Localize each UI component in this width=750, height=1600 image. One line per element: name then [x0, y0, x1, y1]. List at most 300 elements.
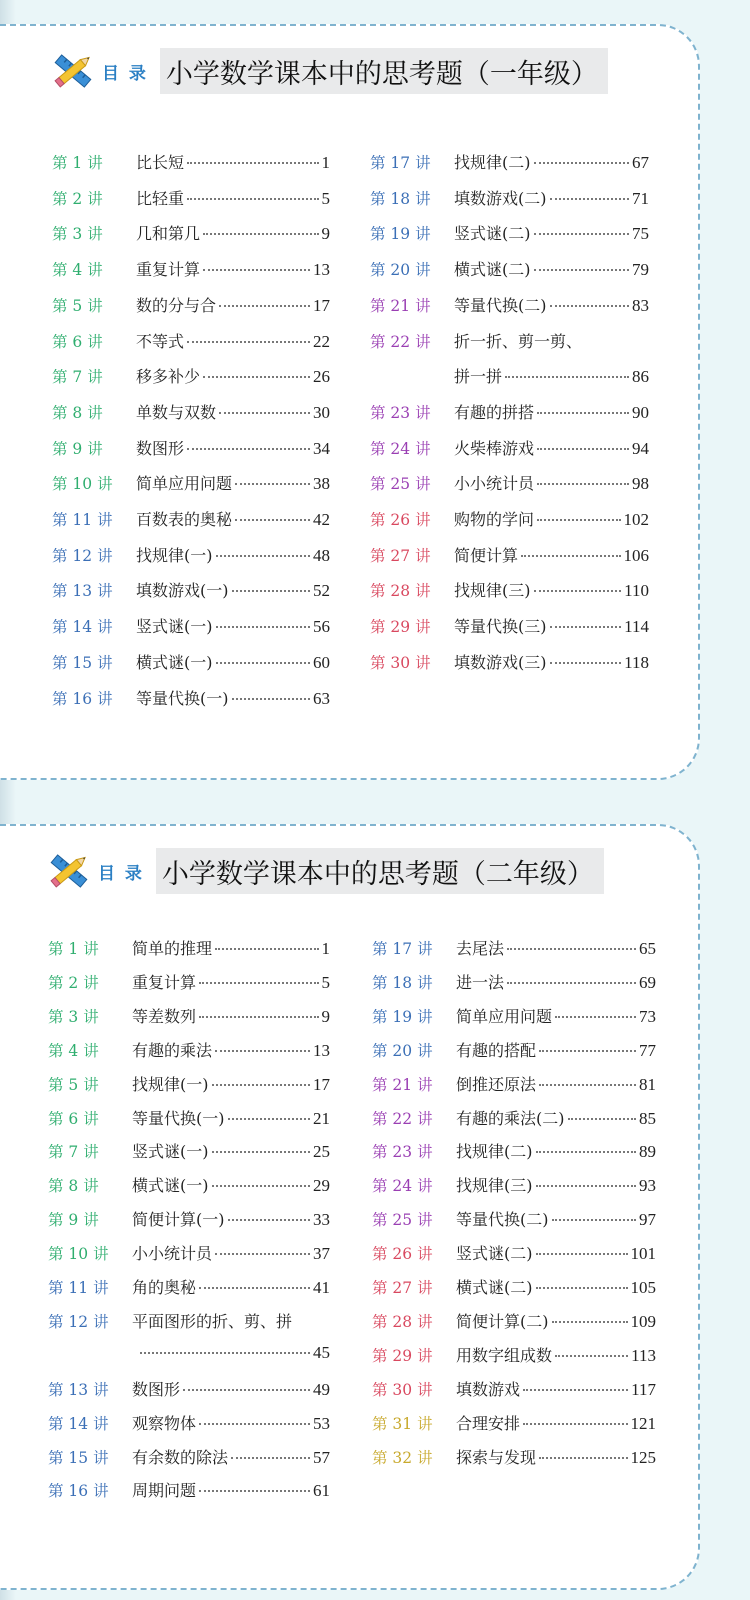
page-number: 113	[631, 1345, 656, 1365]
lecture-title: 等量代换(二)	[454, 295, 547, 315]
toc-entry[interactable]	[48, 970, 330, 993]
lecture-title: 简单应用问题	[136, 474, 233, 494]
leader-dots	[539, 1084, 636, 1086]
lecture-number: 第 8 讲	[52, 403, 103, 422]
lecture-title: 数的分与合	[136, 295, 217, 315]
lecture-number: 第 22 讲	[370, 332, 431, 351]
leader-dots	[552, 1321, 628, 1323]
lecture-title: 横式谜(二)	[456, 1278, 533, 1297]
leader-dots	[187, 198, 318, 200]
toc-entry[interactable]	[370, 293, 649, 316]
lecture-title: 合理安排	[456, 1413, 521, 1433]
lecture-number: 第 26 讲	[372, 1245, 433, 1264]
toc-entry[interactable]	[370, 257, 649, 280]
toc-entry[interactable]	[372, 1072, 656, 1095]
page-number: 33	[313, 1210, 330, 1230]
lecture-title: 小小统计员	[454, 474, 535, 494]
lecture-number: 第 12 讲	[52, 546, 113, 565]
page-number: 77	[639, 1040, 656, 1060]
toc-entry[interactable]	[370, 436, 649, 459]
lecture-number: 第 4 讲	[48, 1041, 99, 1060]
page-number: 61	[313, 1481, 330, 1501]
lecture-number: 第 15 讲	[48, 1448, 109, 1467]
toc-entry[interactable]	[370, 614, 649, 637]
lecture-number: 第 16 讲	[48, 1482, 109, 1501]
leader-dots	[550, 662, 622, 664]
toc-entry[interactable]	[48, 1411, 330, 1434]
page-number: 117	[631, 1379, 656, 1399]
lecture-title: 小小统计员	[132, 1244, 213, 1264]
lecture-title: 等差数列	[132, 1006, 197, 1026]
toc-entry[interactable]	[372, 1106, 656, 1129]
toc-entry[interactable]	[372, 1411, 656, 1434]
toc-entry[interactable]	[52, 293, 330, 316]
page-number: 1	[321, 153, 330, 172]
page-number: 69	[639, 972, 656, 992]
toc-entry[interactable]	[372, 936, 656, 959]
lecture-title: 竖式谜(二)	[456, 1244, 533, 1264]
leader-dots	[183, 1389, 310, 1391]
leader-dots	[536, 1151, 637, 1153]
lecture-number: 第 9 讲	[48, 1211, 99, 1230]
lecture-number: 第 11 讲	[48, 1279, 109, 1297]
page-number: 9	[321, 1006, 330, 1026]
toc-entry[interactable]	[372, 1309, 656, 1332]
page-number: 37	[313, 1244, 330, 1264]
lecture-number: 第 28 讲	[370, 582, 431, 601]
toc-entry[interactable]	[52, 471, 330, 494]
lecture-number: 第 14 讲	[52, 618, 113, 637]
leader-dots	[550, 626, 622, 628]
page-number: 98	[632, 474, 649, 494]
page-number: 121	[630, 1413, 656, 1433]
toc-entry[interactable]	[48, 1241, 330, 1264]
leader-dots	[187, 162, 318, 164]
lecture-title: 有趣的搭配	[456, 1040, 537, 1060]
leader-dots	[215, 1253, 310, 1255]
leader-dots	[199, 1287, 310, 1289]
lecture-number: 第 29 讲	[370, 618, 431, 637]
toc-entry[interactable]	[372, 1207, 656, 1230]
toc-entry[interactable]	[370, 543, 649, 566]
leader-dots	[187, 341, 310, 343]
toc-entry[interactable]	[370, 329, 649, 352]
lecture-title: 折一折、剪一剪、	[454, 331, 583, 351]
page-number: 85	[639, 1108, 656, 1128]
page-number: 79	[632, 260, 649, 280]
page-number: 56	[313, 617, 330, 637]
toc-header	[50, 48, 608, 94]
lecture-number: 第 15 讲	[52, 653, 113, 672]
page-number: 67	[632, 153, 649, 172]
toc-entry[interactable]	[370, 186, 649, 209]
leader-dots	[212, 1084, 311, 1086]
lecture-number: 第 10 讲	[48, 1245, 109, 1264]
page-number: 109	[630, 1311, 656, 1331]
lecture-number: 第 24 讲	[372, 1177, 433, 1196]
lecture-number: 第 3 讲	[52, 225, 103, 244]
lecture-title: 找规律(二)	[454, 153, 531, 172]
leader-dots	[232, 590, 311, 592]
lecture-number: 第 11 讲	[52, 511, 113, 529]
toc-entry[interactable]	[370, 150, 649, 173]
leader-dots	[216, 626, 311, 628]
toc-entry[interactable]	[372, 1445, 656, 1468]
pencil-ruler-icon	[46, 850, 92, 892]
lecture-number: 第 2 讲	[52, 189, 103, 208]
page-number: 49	[313, 1379, 330, 1399]
leader-dots	[203, 269, 310, 271]
page-number: 65	[639, 939, 656, 958]
toc-title: 小学数学课本中的思考题（一年级）	[160, 48, 608, 94]
toc-entry[interactable]	[52, 221, 330, 244]
lecture-title: 有趣的乘法(二)	[456, 1108, 565, 1128]
page-number: 110	[624, 581, 649, 601]
leader-dots	[507, 982, 636, 984]
page-number: 9	[321, 224, 330, 244]
page-number: 26	[313, 367, 330, 387]
leader-dots	[537, 483, 629, 485]
lecture-title: 倒推还原法	[456, 1074, 537, 1094]
toc-entry[interactable]	[52, 543, 330, 566]
page-number: 125	[630, 1447, 656, 1467]
lecture-title: 比长短	[136, 153, 185, 172]
lecture-number: 第 18 讲	[370, 189, 431, 208]
lecture-title: 拼一拼	[454, 367, 503, 387]
toc-header	[46, 848, 604, 894]
toc-entry[interactable]	[48, 1038, 330, 1061]
toc-title: 小学数学课本中的思考题（二年级）	[156, 848, 604, 894]
toc-entry[interactable]	[48, 1478, 330, 1501]
lecture-number: 第 20 讲	[372, 1041, 433, 1060]
leader-dots	[235, 519, 310, 521]
lecture-title: 等量代换(一)	[132, 1108, 225, 1128]
page-number: 73	[639, 1006, 656, 1026]
toc-entry[interactable]	[48, 1207, 330, 1230]
lecture-title: 火柴棒游戏	[454, 438, 535, 458]
lecture-number: 第 13 讲	[48, 1380, 109, 1399]
lecture-number: 第 2 讲	[48, 973, 99, 992]
lecture-number: 第 31 讲	[372, 1414, 433, 1433]
lecture-number: 第 23 讲	[370, 403, 431, 422]
leader-dots	[199, 1423, 310, 1425]
page-number: 41	[313, 1278, 330, 1297]
mulu-label: 目 录	[102, 63, 148, 84]
toc-entry[interactable]	[48, 936, 330, 959]
toc-entry[interactable]	[372, 1139, 656, 1162]
page-number: 83	[632, 295, 649, 315]
leader-dots	[232, 698, 311, 700]
lecture-title: 竖式谜(二)	[454, 224, 531, 244]
lecture-title: 有余数的除法	[132, 1447, 229, 1467]
page-number: 97	[639, 1210, 656, 1230]
page-number: 30	[313, 402, 330, 422]
leader-dots	[534, 233, 630, 235]
page-number: 118	[624, 652, 649, 672]
page-number: 1	[321, 939, 330, 958]
leader-dots	[215, 948, 318, 950]
lecture-title: 等量代换(三)	[454, 617, 547, 637]
toc-panel-grade-2	[0, 824, 700, 1590]
leader-dots	[203, 376, 310, 378]
lecture-title: 填数游戏	[456, 1379, 521, 1399]
lecture-number: 第 25 讲	[370, 475, 431, 494]
page-number: 17	[313, 295, 330, 315]
toc-entry[interactable]	[52, 329, 330, 352]
page-number: 106	[623, 545, 649, 565]
page-number: 34	[313, 438, 330, 458]
leader-dots	[555, 1355, 628, 1357]
lecture-title: 进一法	[456, 972, 505, 992]
lecture-number: 第 6 讲	[52, 332, 103, 351]
page-number: 94	[632, 438, 649, 458]
toc-entry[interactable]	[52, 364, 330, 387]
lecture-number: 第 27 讲	[372, 1279, 433, 1297]
toc-entry[interactable]	[52, 686, 330, 709]
page-number: 63	[313, 688, 330, 708]
leader-dots	[228, 1118, 311, 1120]
toc-entry[interactable]	[52, 400, 330, 423]
leader-dots	[537, 448, 629, 450]
toc-entry[interactable]	[52, 578, 330, 601]
lecture-number: 第 19 讲	[372, 1007, 433, 1026]
lecture-number: 第 12 讲	[48, 1312, 109, 1331]
toc-entry[interactable]	[370, 400, 649, 423]
lecture-title: 单数与双数	[136, 402, 217, 422]
lecture-title: 移多补少	[136, 367, 201, 387]
page-number: 22	[313, 331, 330, 351]
page-number: 45	[313, 1342, 330, 1362]
toc-entry[interactable]	[372, 1377, 656, 1400]
page-number: 21	[313, 1108, 330, 1128]
leader-dots	[228, 1219, 311, 1221]
leader-dots	[212, 1185, 311, 1187]
toc-entry[interactable]	[372, 1173, 656, 1196]
page-number: 42	[313, 510, 330, 529]
lecture-number: 第 17 讲	[370, 154, 431, 172]
toc-entry[interactable]	[370, 364, 649, 387]
leader-dots	[550, 305, 630, 307]
leader-dots	[219, 412, 310, 414]
lecture-title: 用数字组成数	[456, 1345, 553, 1365]
leader-dots	[539, 1050, 636, 1052]
lecture-title: 填数游戏(二)	[454, 188, 547, 208]
lecture-number: 第 9 讲	[52, 439, 103, 458]
toc-entry[interactable]	[48, 1343, 330, 1363]
leader-dots	[219, 305, 310, 307]
toc-entry[interactable]	[48, 1072, 330, 1095]
toc-entry[interactable]	[370, 578, 649, 601]
lecture-number: 第 23 讲	[372, 1143, 433, 1162]
lecture-title: 比轻重	[136, 188, 185, 208]
leader-dots	[199, 1016, 318, 1018]
page-number: 29	[313, 1176, 330, 1196]
page-number: 60	[313, 652, 330, 672]
page-number: 53	[313, 1413, 330, 1433]
toc-entry[interactable]	[372, 1275, 656, 1298]
lecture-title: 简单应用问题	[456, 1006, 553, 1026]
lecture-number: 第 27 讲	[370, 546, 431, 565]
leader-dots	[215, 1050, 310, 1052]
lecture-number: 第 29 讲	[372, 1346, 433, 1365]
leader-dots	[187, 448, 310, 450]
toc-entry[interactable]	[372, 1343, 656, 1366]
page-number: 38	[313, 474, 330, 494]
toc-entry[interactable]	[372, 1004, 656, 1027]
lecture-number: 第 30 讲	[372, 1380, 433, 1399]
leader-dots	[523, 1423, 627, 1425]
page-number: 5	[321, 972, 330, 992]
leader-dots	[537, 412, 629, 414]
lecture-title: 竖式谜(一)	[136, 617, 213, 637]
leader-dots	[550, 198, 630, 200]
page-number: 93	[639, 1176, 656, 1196]
lecture-title: 有趣的拼搭	[454, 402, 535, 422]
page-number: 81	[639, 1074, 656, 1094]
lecture-title: 横式谜(二)	[454, 260, 531, 280]
leader-dots	[521, 555, 620, 557]
toc-entry[interactable]	[52, 150, 330, 173]
lecture-number: 第 17 讲	[372, 940, 433, 958]
lecture-number: 第 18 讲	[372, 973, 433, 992]
page-number: 86	[632, 367, 649, 387]
lecture-title: 找规律(一)	[132, 1074, 209, 1094]
lecture-number: 第 14 讲	[48, 1414, 109, 1433]
toc-entry[interactable]	[370, 650, 649, 673]
lecture-title: 有趣的乘法	[132, 1040, 213, 1060]
page-number: 75	[632, 224, 649, 244]
toc-entry[interactable]	[52, 614, 330, 637]
toc-entry[interactable]	[370, 471, 649, 494]
toc-entry[interactable]	[372, 1038, 656, 1061]
lecture-title: 购物的学问	[454, 510, 535, 529]
leader-dots	[235, 483, 310, 485]
leader-dots	[536, 1253, 628, 1255]
lecture-number: 第 21 讲	[370, 296, 431, 315]
leader-dots	[216, 555, 311, 557]
leader-dots	[203, 233, 318, 235]
toc-entry[interactable]	[48, 1445, 330, 1468]
page-number: 57	[313, 1447, 330, 1467]
lecture-number: 第 4 讲	[52, 261, 103, 280]
lecture-number: 第 30 讲	[370, 653, 431, 672]
mulu-label: 目 录	[98, 863, 144, 884]
toc-entry[interactable]	[370, 221, 649, 244]
page-number: 48	[313, 545, 330, 565]
lecture-title: 竖式谜(一)	[132, 1142, 209, 1162]
lecture-title: 等量代换(二)	[456, 1210, 549, 1230]
toc-entry[interactable]	[48, 1173, 330, 1196]
leader-dots	[534, 162, 630, 164]
lecture-title: 重复计算	[136, 260, 201, 280]
leader-dots	[534, 269, 630, 271]
lecture-title: 简便计算	[454, 545, 519, 565]
lecture-title: 几和第几	[136, 224, 201, 244]
lecture-title: 数图形	[132, 1379, 181, 1399]
lecture-number: 第 5 讲	[52, 296, 103, 315]
lecture-number: 第 10 讲	[52, 475, 113, 494]
lecture-number: 第 1 讲	[48, 940, 99, 958]
lecture-number: 第 22 讲	[372, 1109, 433, 1128]
pencil-ruler-icon	[50, 50, 96, 92]
page-number: 13	[313, 260, 330, 280]
page-number: 25	[313, 1142, 330, 1162]
lecture-number: 第 7 讲	[48, 1143, 99, 1162]
page-number: 114	[624, 617, 649, 637]
leader-dots	[534, 590, 622, 592]
lecture-title: 填数游戏(三)	[454, 652, 547, 672]
lecture-number: 第 7 讲	[52, 368, 103, 387]
lecture-title: 数图形	[136, 438, 185, 458]
lecture-title: 横式谜(一)	[136, 652, 213, 672]
leader-dots	[199, 982, 318, 984]
lecture-number: 第 32 讲	[372, 1448, 433, 1467]
toc-entry[interactable]	[48, 1377, 330, 1400]
lecture-title: 不等式	[136, 331, 185, 351]
toc-entry[interactable]	[52, 186, 330, 209]
page-number: 13	[313, 1040, 330, 1060]
toc-entry[interactable]	[52, 507, 330, 530]
page-number: 89	[639, 1142, 656, 1162]
page-number: 90	[632, 402, 649, 422]
lecture-number: 第 3 讲	[48, 1007, 99, 1026]
lecture-title: 观察物体	[132, 1413, 197, 1433]
lecture-number: 第 20 讲	[370, 261, 431, 280]
page-number: 102	[623, 510, 649, 529]
leader-dots	[536, 1287, 628, 1289]
lecture-title: 找规律(三)	[454, 581, 531, 601]
lecture-title: 找规律(一)	[136, 545, 213, 565]
lecture-number: 第 21 讲	[372, 1075, 433, 1094]
lecture-title: 简便计算(一)	[132, 1210, 225, 1230]
toc-entry[interactable]	[52, 650, 330, 673]
toc-entry[interactable]	[370, 507, 649, 530]
toc-entry[interactable]	[48, 1275, 330, 1298]
lecture-title: 百数表的奥秘	[136, 510, 233, 529]
lecture-title: 等量代换(一)	[136, 688, 229, 708]
lecture-number: 第 26 讲	[370, 511, 431, 529]
leader-dots	[552, 1219, 637, 1221]
lecture-number: 第 13 讲	[52, 582, 113, 601]
toc-entry[interactable]	[48, 1004, 330, 1027]
toc-entry[interactable]	[52, 436, 330, 459]
lecture-title: 找规律(三)	[456, 1176, 533, 1196]
lecture-title: 横式谜(一)	[132, 1176, 209, 1196]
leader-dots	[199, 1490, 310, 1492]
lecture-title: 探索与发现	[456, 1447, 537, 1467]
lecture-number: 第 25 讲	[372, 1211, 433, 1230]
page-number: 105	[630, 1278, 656, 1297]
page-number: 71	[632, 188, 649, 208]
toc-entry[interactable]	[48, 1309, 330, 1332]
page-number: 52	[313, 581, 330, 601]
lecture-title: 去尾法	[456, 939, 505, 958]
lecture-number: 第 28 讲	[372, 1312, 433, 1331]
toc-entry[interactable]	[48, 1139, 330, 1162]
toc-entry[interactable]	[372, 1241, 656, 1264]
lecture-number: 第 8 讲	[48, 1177, 99, 1196]
leader-dots	[140, 1352, 310, 1354]
lecture-number: 第 1 讲	[52, 154, 103, 172]
lecture-title: 简便计算(二)	[456, 1311, 549, 1331]
toc-entry[interactable]	[48, 1106, 330, 1129]
toc-entry[interactable]	[372, 970, 656, 993]
lecture-number: 第 6 讲	[48, 1109, 99, 1128]
page-number: 101	[630, 1244, 656, 1264]
toc-entry[interactable]	[52, 257, 330, 280]
leader-dots	[505, 376, 629, 378]
lecture-number: 第 24 讲	[370, 439, 431, 458]
